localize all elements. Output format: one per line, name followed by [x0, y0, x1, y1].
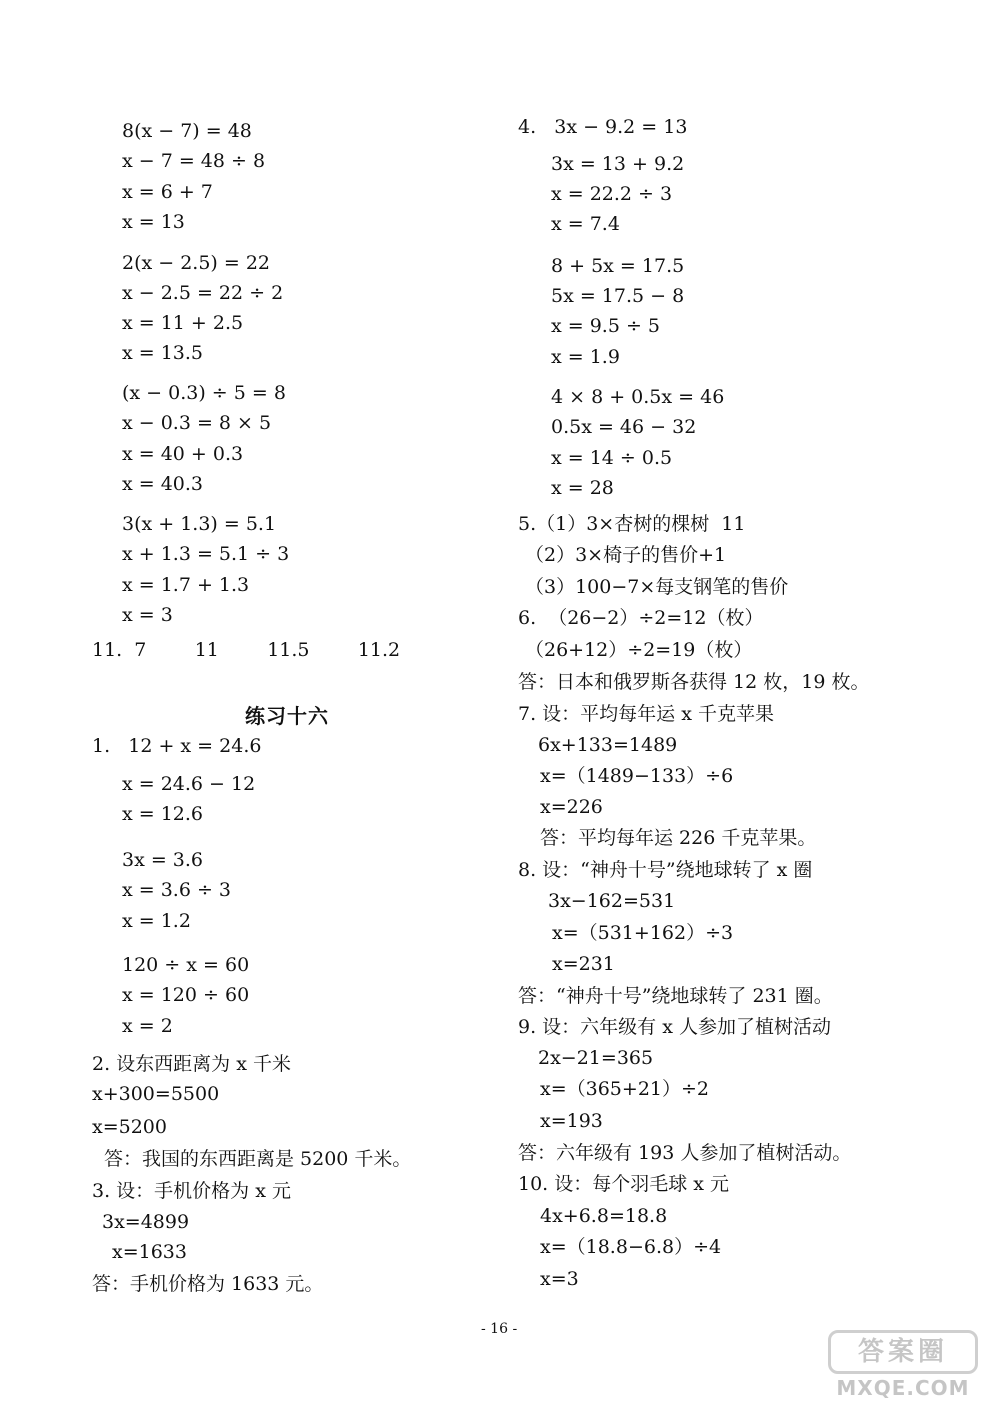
- problem-setup: 7. 设：平均每年运 x 千克苹果: [518, 703, 774, 725]
- equation-line: x − 7 = 48 ÷ 8: [122, 150, 266, 172]
- equation-line: 2(x − 2.5) = 22: [122, 252, 271, 274]
- equation-line: x = 1.2: [122, 910, 191, 932]
- problem-setup: 3. 设：手机价格为 x 元: [92, 1180, 291, 1202]
- equation-line: 3x = 13 + 9.2: [551, 153, 685, 175]
- equation-line: 5x = 17.5 − 8: [551, 285, 685, 307]
- equation-line: x=5200: [92, 1116, 167, 1138]
- equation-line: x = 40.3: [122, 473, 204, 495]
- answer-line: 答：我国的东西距离是 5200 千米。: [104, 1148, 412, 1170]
- equation-line: x=（18.8−6.8）÷4: [540, 1236, 722, 1258]
- page-number: - 16 -: [481, 1321, 518, 1337]
- equation-line: 120 ÷ x = 60: [122, 954, 250, 976]
- watermark-url: MXQE.COM: [836, 1376, 970, 1400]
- problem-setup: 9. 设：六年级有 x 人参加了植树活动: [518, 1016, 831, 1038]
- equation-line: 6x+133=1489: [538, 734, 678, 756]
- equation-line: 3x−162=531: [548, 890, 676, 912]
- answer-line: 11. 7 11 11.5 11.2: [92, 639, 401, 661]
- equation-line: x = 12.6: [122, 803, 204, 825]
- equation-line: 8(x − 7) = 48: [122, 120, 252, 142]
- problem-setup: 10. 设：每个羽毛球 x 元: [518, 1173, 730, 1195]
- equation-line: (x − 0.3) ÷ 5 = 8: [122, 382, 286, 404]
- equation-line: 4 × 8 + 0.5x = 46: [551, 386, 725, 408]
- equation-line: x − 2.5 = 22 ÷ 2: [122, 282, 284, 304]
- answer-line: 答：手机价格为 1633 元。: [92, 1273, 324, 1295]
- answer-line: （2）3×椅子的售价+1: [525, 544, 727, 566]
- equation-line: x − 0.3 = 8 × 5: [122, 412, 272, 434]
- equation-line: 3x=4899: [102, 1211, 190, 1233]
- answer-line: 答：平均每年运 226 千克苹果。: [540, 827, 817, 849]
- equation-line: x=（1489−133）÷6: [540, 765, 734, 787]
- equation-line: 0.5x = 46 − 32: [551, 416, 697, 438]
- equation-line: x = 40 + 0.3: [122, 443, 244, 465]
- watermark-logo: [828, 1330, 978, 1400]
- equation-line: x = 7.4: [551, 213, 620, 235]
- equation-line: x=231: [552, 953, 615, 975]
- equation-line: x=（365+21）÷2: [540, 1078, 710, 1100]
- equation-line: 3x = 3.6: [122, 849, 204, 871]
- problem-setup: 8. 设：“神舟十号”绕地球转了 x 圈: [518, 859, 813, 881]
- equation-line: x = 14 ÷ 0.5: [551, 447, 673, 469]
- equation-line: 6. （26−2）÷2=12（枚）: [518, 607, 764, 629]
- equation-line: x = 3: [122, 604, 173, 626]
- equation-line: x = 120 ÷ 60: [122, 984, 250, 1006]
- answer-line: 答：日本和俄罗斯各获得 12 枚，19 枚。: [518, 671, 870, 693]
- equation-line: 8 + 5x = 17.5: [551, 255, 685, 277]
- equation-line: x = 28: [551, 477, 614, 499]
- answer-line: 答：六年级有 193 人参加了植树活动。: [518, 1142, 852, 1164]
- answer-line: （3）100−7×每支钢笔的售价: [525, 576, 789, 598]
- equation-line: x+300=5500: [92, 1083, 220, 1105]
- equation-line: x=（531+162）÷3: [552, 922, 734, 944]
- equation-line: x = 1.9: [551, 346, 620, 368]
- equation-line: x=3: [540, 1268, 579, 1290]
- equation-line: x = 3.6 ÷ 3: [122, 879, 232, 901]
- equation-line: 2x−21=365: [538, 1047, 654, 1069]
- answer-line: 5.（1）3×杏树的棵树 11: [518, 513, 746, 535]
- equation-line: x=1633: [112, 1241, 187, 1263]
- equation-line: x + 1.3 = 5.1 ÷ 3: [122, 543, 290, 565]
- equation-line: x = 11 + 2.5: [122, 312, 244, 334]
- answer-line: 答：“神舟十号”绕地球转了 231 圈。: [518, 985, 833, 1007]
- equation-line: x = 24.6 − 12: [122, 773, 256, 795]
- section-title: 练习十六: [245, 704, 329, 728]
- equation-line: x = 13.5: [122, 342, 204, 364]
- problem-setup: 2. 设东西距离为 x 千米: [92, 1053, 291, 1075]
- watermark-logo-text: 答案圈: [828, 1330, 978, 1374]
- equation-line: x = 9.5 ÷ 5: [551, 315, 661, 337]
- equation-line: 4. 3x − 9.2 = 13: [518, 116, 688, 138]
- equation-line: x = 22.2 ÷ 3: [551, 183, 673, 205]
- equation-line: x = 6 + 7: [122, 181, 213, 203]
- equation-line: 4x+6.8=18.8: [540, 1205, 668, 1227]
- equation-line: x=193: [540, 1110, 603, 1132]
- equation-line: 1. 12 + x = 24.6: [92, 735, 262, 757]
- equation-line: x=226: [540, 796, 603, 818]
- equation-line: （26+12）÷2=19（枚）: [525, 639, 753, 661]
- equation-line: 3(x + 1.3) = 5.1: [122, 513, 277, 535]
- equation-line: x = 1.7 + 1.3: [122, 574, 250, 596]
- equation-line: x = 2: [122, 1015, 173, 1037]
- equation-line: x = 13: [122, 211, 185, 233]
